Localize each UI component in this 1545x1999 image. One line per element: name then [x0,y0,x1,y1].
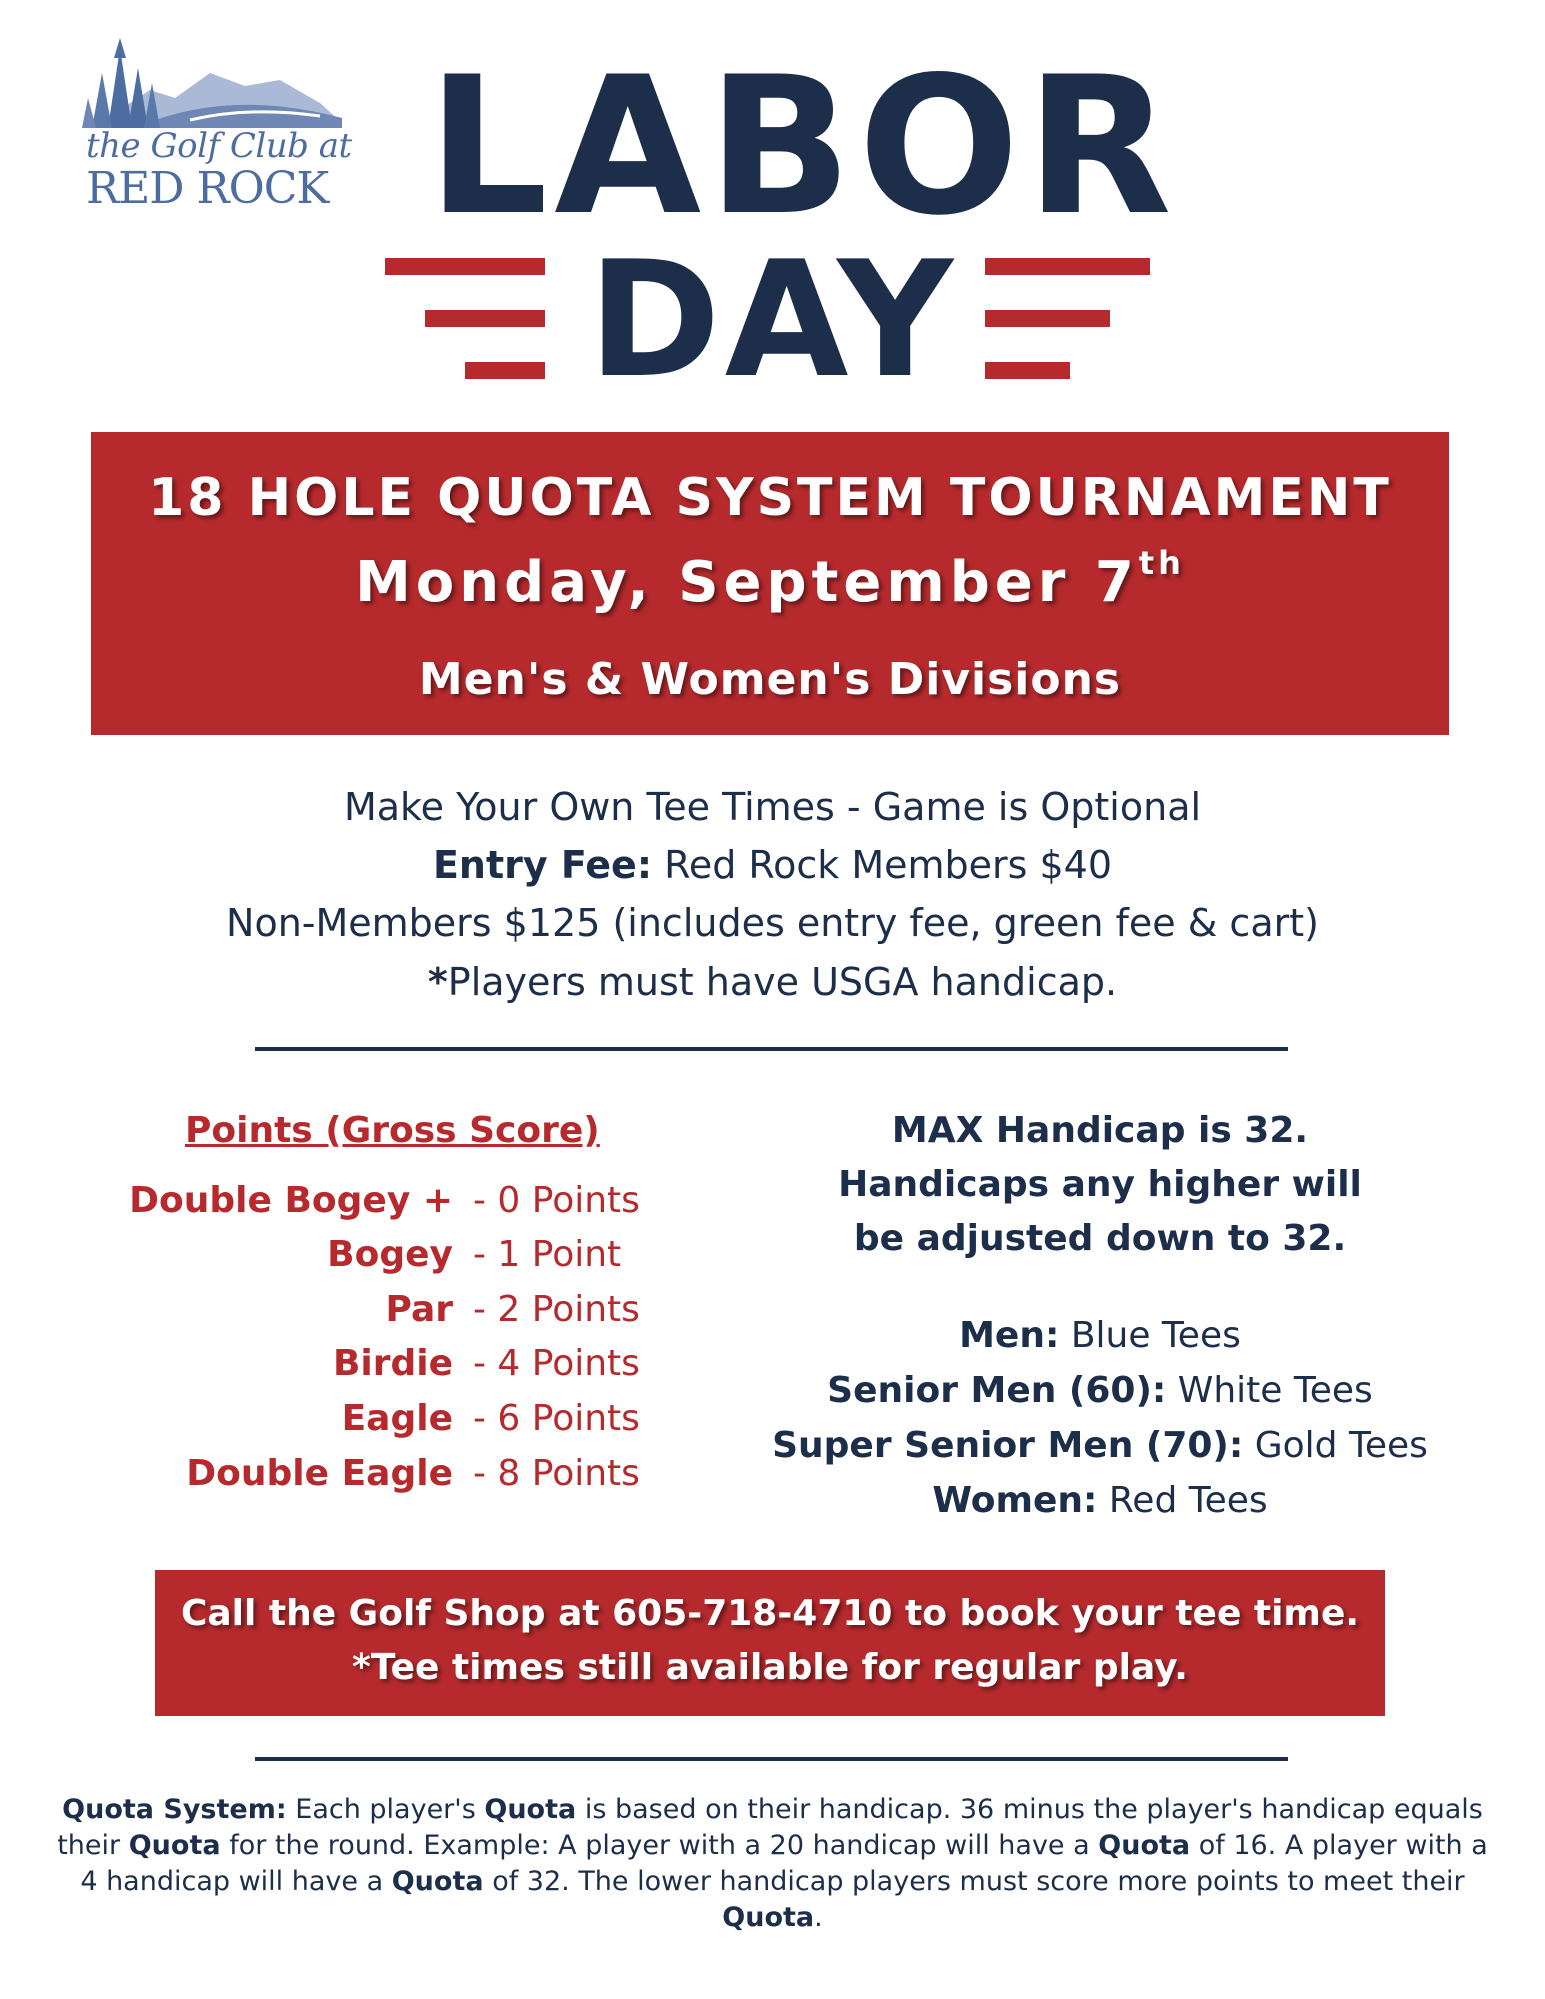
logo-text-line1: the Golf Club at [86,126,352,166]
footer-text-1: Each player's [295,1794,476,1825]
footer-text-3: for the round. Example: A player with a 20 handicap will have a [229,1830,1090,1861]
footer-text-4: of 16. A player with a 4 handicap will have a [80,1830,1488,1897]
footer-quota-2: Quota [128,1830,221,1861]
tee-senior-men-value: White Tees [1177,1370,1373,1411]
banner-date-text: Monday, September 7 [355,550,1139,615]
tee-super-senior-label: Super Senior Men (70): [772,1425,1244,1466]
points-value-eagle: - 6 Points [473,1398,640,1439]
regular-play-note: *Tee times still available for regular play. [352,1647,1188,1688]
call-golf-shop-text: Call the Golf Shop at 605-718-4710 to book your tee time. [180,1593,1360,1634]
tee-men-label: Men: [959,1315,1060,1356]
entry-fee-label: Entry Fee: [432,843,653,887]
footer-quota-3: Quota [1098,1830,1191,1861]
points-value-double-bogey: - 0 Points [473,1180,640,1221]
info-non-members: Non-Members $125 (includes entry fee, green fee & cart) [226,901,1319,945]
max-handicap-line1: MAX Handicap is 32. [891,1110,1309,1151]
points-value-par: - 2 Points [473,1289,640,1330]
points-value-bogey: - 1 Point [473,1234,622,1275]
banner-divisions: Men's & Women's Divisions [418,654,1122,705]
footer-text-6: . [814,1902,823,1933]
tee-super-senior-men [740,1425,1460,1466]
points-label-birdie: Birdie [332,1343,453,1384]
points-heading: Points (Gross Score) [185,1110,600,1151]
footer-quota-5: Quota [722,1902,815,1933]
entry-fee-value: Red Rock Members $40 [664,843,1113,887]
tee-men-value: Blue Tees [1070,1315,1241,1356]
divider-top [255,1047,1288,1051]
info-entry-fee [0,843,1545,887]
banner-date [91,544,1449,615]
points-label-eagle: Eagle [341,1398,453,1439]
info-tee-times: Make Your Own Tee Times - Game is Optional [343,785,1202,829]
footer-quota-4: Quota [391,1866,484,1897]
tee-women-label: Women: [932,1480,1098,1521]
info-handicap-required [0,960,1545,1004]
tee-super-senior-value: Gold Tees [1254,1425,1428,1466]
tee-women-value: Red Tees [1108,1480,1268,1521]
banner-date-suffix: th [1138,544,1185,582]
call-golf-shop-box [155,1570,1385,1716]
divider-bottom [255,1757,1288,1761]
quota-system-label: Quota System: [62,1794,287,1825]
footer-text-5: of 32. The lower handicap players must score more points to meet their [492,1866,1465,1897]
points-label-par: Par [385,1289,453,1330]
logo-text-line2: RED ROCK [86,163,329,214]
points-label-double-eagle: Double Eagle [186,1453,453,1494]
tournament-banner [91,432,1449,735]
title-labor: LABOR [427,36,1178,257]
points-value-birdie: - 4 Points [473,1343,640,1384]
title-day: DAY [587,226,958,413]
tee-women [740,1480,1460,1521]
handicap-required-text: Players must have USGA handicap. [447,960,1118,1004]
footer-quota-1: Quota [484,1794,577,1825]
footer-text-2: is based on their handicap. 36 minus the player's handicap equals their [57,1794,1483,1861]
banner-tournament-name: 18 HOLE QUOTA SYSTEM TOURNAMENT [148,468,1392,528]
tee-senior-men [740,1370,1460,1411]
points-label-double-bogey: Double Bogey + [129,1180,453,1221]
points-label-bogey: Bogey [327,1234,453,1275]
tee-men [740,1315,1460,1356]
tee-senior-men-label: Senior Men (60): [827,1370,1167,1411]
max-handicap-line2: Handicaps any higher will [838,1164,1362,1205]
points-value-double-eagle: - 8 Points [473,1453,640,1494]
max-handicap-line3: be adjusted down to 32. [853,1218,1347,1259]
handicap-star: * [427,960,448,1004]
quota-system-explanation [55,1792,1490,1936]
